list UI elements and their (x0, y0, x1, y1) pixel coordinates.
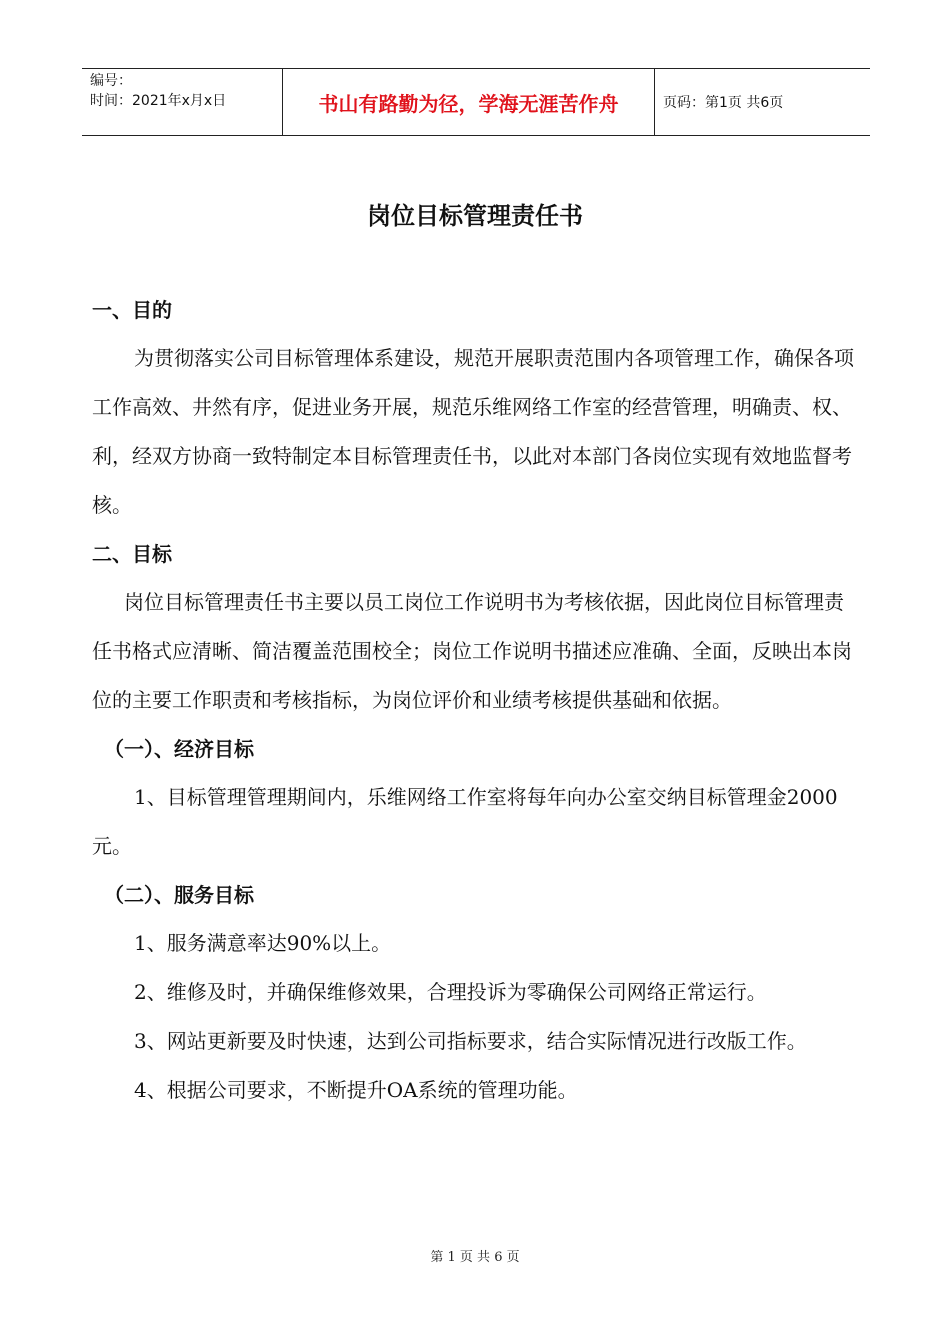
document-number-label: 编号： (90, 73, 132, 89)
list-item-service-4: 4、根据公司要求，不断提升OA系统的管理功能。 (134, 1078, 578, 1102)
header-meta (82, 69, 282, 135)
document-body (92, 286, 862, 1115)
paragraph-goals: 岗位目标管理责任书主要以员工岗位工作说明书为考核依据，因此岗位目标管理责任书格式应清晰、简洁覆盖范围校全；岗位工作说明书描述应准确、全面，反映出本岗位的主要工作职责和考核指标，为岗位评价和业绩考核提供基础和依据。 (92, 590, 852, 712)
list-item-service-1: 1、服务满意率达90%以上。 (134, 931, 392, 955)
document-header (82, 68, 870, 136)
list-item-service-3: 3、网站更新要及时快速，达到公司指标要求，结合实际情况进行改版工作。 (134, 1029, 807, 1053)
document-title: 岗位目标管理责任书 (367, 202, 583, 230)
list-item-service-2: 2、维修及时，并确保维修效果，合理投诉为零确保公司网络正常运行。 (134, 980, 767, 1004)
page-footer: 第 1 页 共 6 页 (430, 1250, 520, 1265)
section-heading-purpose: 一、目的 (92, 298, 172, 322)
document-time-label: 时间：2021年x月x日 (90, 93, 227, 109)
subsection-heading-economic: （一）、经济目标 (104, 737, 254, 761)
header-page-info: 页码：第1页 共6页 (663, 95, 784, 111)
paragraph-purpose: 为贯彻落实公司目标管理体系建设，规范开展职责范围内各项管理工作，确保各项工作高效、井然有序，促进业务开展，规范乐维网络工作室的经营管理，明确责、权、利，经双方协商一致特制定本目标管理责任书，以此对本部门各岗位实现有效地监督考核。 (92, 346, 854, 517)
section-heading-goals: 二、目标 (92, 542, 172, 566)
subsection-heading-service: （二）、服务目标 (104, 883, 254, 907)
header-motto: 书山有路勤为径，学海无涯苦作舟 (282, 69, 655, 135)
list-item-economic-1: 1、目标管理管理期间内，乐维网络工作室将每年向办公室交纳目标管理金2000元。 (92, 785, 838, 858)
